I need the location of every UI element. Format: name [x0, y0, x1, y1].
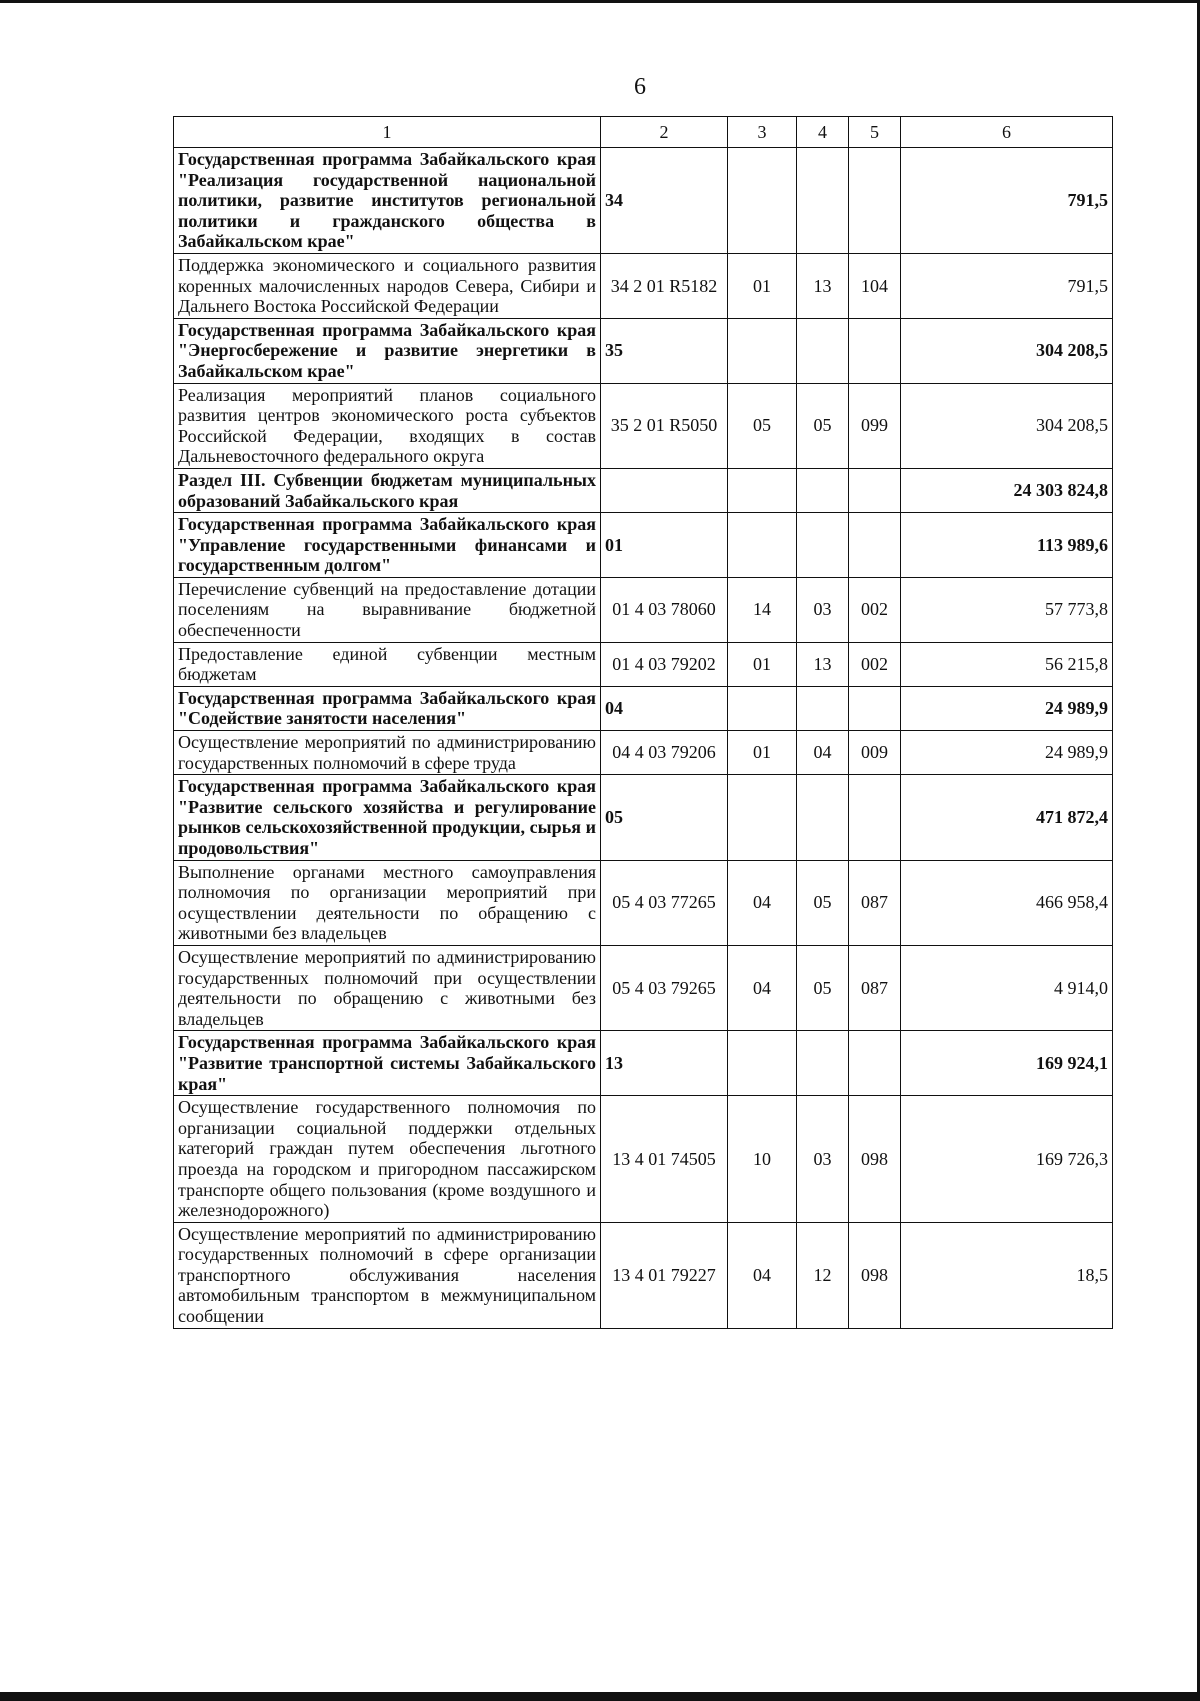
- row-section-cell: 10: [728, 1096, 797, 1223]
- row-section-cell: [728, 468, 797, 512]
- row-expense-type-cell: [849, 775, 901, 860]
- header-cell: 5: [849, 117, 901, 148]
- row-section-cell: [728, 1031, 797, 1096]
- row-code-cell: 13 4 01 74505: [601, 1096, 728, 1223]
- row-name-cell: Государственная программа Забайкальского края "Управление государственными финансами и государственным долгом": [174, 513, 601, 578]
- table-row: [174, 1222, 1113, 1328]
- row-name-cell: Государственная программа Забайкальского края "Энергосбережение и развитие энергетики в Забайкальском крае": [174, 318, 601, 383]
- row-code-cell: 01 4 03 78060: [601, 577, 728, 642]
- row-section-cell: [728, 686, 797, 730]
- row-amount-cell: 57 773,8: [901, 577, 1113, 642]
- row-expense-type-cell: 087: [849, 945, 901, 1030]
- row-section-cell: 01: [728, 253, 797, 318]
- row-section-cell: [728, 775, 797, 860]
- row-name-cell: Раздел III. Субвенции бюджетам муниципальных образований Забайкальского края: [174, 468, 601, 512]
- row-name-cell: Предоставление единой субвенции местным бюджетам: [174, 642, 601, 686]
- row-amount-cell: 304 208,5: [901, 318, 1113, 383]
- row-name-cell: Осуществление мероприятий по администрированию государственных полномочий в сфере организации транспортного обслуживания населения автомобильным транспортом в межмуниципальном сообщении: [174, 1222, 601, 1328]
- row-code-cell: [601, 468, 728, 512]
- row-code-cell: 01 4 03 79202: [601, 642, 728, 686]
- row-code-cell: 04: [601, 686, 728, 730]
- page-number: 6: [634, 74, 646, 100]
- row-code-cell: 04 4 03 79206: [601, 731, 728, 775]
- row-code-cell: 35: [601, 318, 728, 383]
- table-row: [174, 775, 1113, 860]
- row-name-cell: Поддержка экономического и социального развития коренных малочисленных народов Севера, Сибири и Дальнего Востока Российской Федерации: [174, 253, 601, 318]
- table-row: [174, 253, 1113, 318]
- row-expense-type-cell: 009: [849, 731, 901, 775]
- row-name-cell: Выполнение органами местного самоуправления полномочия по организации мероприятий при осуществлении деятельности по обращению с животными без владельцев: [174, 860, 601, 945]
- row-expense-type-cell: 087: [849, 860, 901, 945]
- table-row: [174, 1031, 1113, 1096]
- row-code-cell: 35 2 01 R5050: [601, 383, 728, 468]
- row-amount-cell: 471 872,4: [901, 775, 1113, 860]
- row-expense-type-cell: 098: [849, 1222, 901, 1328]
- table-row: [174, 383, 1113, 468]
- row-code-cell: 13 4 01 79227: [601, 1222, 728, 1328]
- row-section-cell: [728, 513, 797, 578]
- row-name-cell: Осуществление государственного полномочия по организации социальной поддержки отдельных категорий граждан путем обеспечения льготного проезда на городском и пригородном пассажирском транспорте общего пользования (кроме воздушного и железнодорожного): [174, 1096, 601, 1223]
- row-name-cell: Государственная программа Забайкальского края "Развитие транспортной системы Забайкальского края": [174, 1031, 601, 1096]
- table-row: [174, 1096, 1113, 1223]
- row-expense-type-cell: [849, 686, 901, 730]
- row-name-cell: Государственная программа Забайкальского края "Реализация государственной национальной политики, развитие институтов региональной политики и гражданского общества в Забайкальском крае": [174, 148, 601, 254]
- scan-border-bottom: [0, 1692, 1200, 1701]
- row-section-cell: [728, 318, 797, 383]
- row-code-cell: 34: [601, 148, 728, 254]
- row-amount-cell: 18,5: [901, 1222, 1113, 1328]
- table-row: [174, 148, 1113, 254]
- row-amount-cell: 169 924,1: [901, 1031, 1113, 1096]
- row-expense-type-cell: 099: [849, 383, 901, 468]
- row-amount-cell: 791,5: [901, 148, 1113, 254]
- row-section-cell: 05: [728, 383, 797, 468]
- scan-border-top: [0, 0, 1200, 3]
- row-subsection-cell: 05: [797, 945, 849, 1030]
- row-code-cell: 05 4 03 79265: [601, 945, 728, 1030]
- row-name-cell: Реализация мероприятий планов социального развития центров экономического роста субъектов Российской Федерации, входящих в состав Дальневосточного федерального округа: [174, 383, 601, 468]
- row-code-cell: 34 2 01 R5182: [601, 253, 728, 318]
- table-row: [174, 513, 1113, 578]
- table-row: [174, 860, 1113, 945]
- row-subsection-cell: 04: [797, 731, 849, 775]
- row-section-cell: 04: [728, 945, 797, 1030]
- row-amount-cell: 466 958,4: [901, 860, 1113, 945]
- row-expense-type-cell: [849, 318, 901, 383]
- row-code-cell: 05 4 03 77265: [601, 860, 728, 945]
- row-amount-cell: 56 215,8: [901, 642, 1113, 686]
- row-name-cell: Государственная программа Забайкальского края "Содействие занятости населения": [174, 686, 601, 730]
- header-cell: 6: [901, 117, 1113, 148]
- row-amount-cell: 24 989,9: [901, 731, 1113, 775]
- table-row: [174, 642, 1113, 686]
- row-expense-type-cell: [849, 513, 901, 578]
- row-section-cell: 14: [728, 577, 797, 642]
- row-section-cell: 04: [728, 1222, 797, 1328]
- table-header-row: [174, 117, 1113, 148]
- header-cell: 1: [174, 117, 601, 148]
- row-subsection-cell: 05: [797, 860, 849, 945]
- row-subsection-cell: 03: [797, 1096, 849, 1223]
- table-body: [174, 148, 1113, 1329]
- table-row: [174, 577, 1113, 642]
- table-row: [174, 731, 1113, 775]
- row-code-cell: 13: [601, 1031, 728, 1096]
- row-amount-cell: 4 914,0: [901, 945, 1113, 1030]
- row-subsection-cell: 12: [797, 1222, 849, 1328]
- table-row: [174, 945, 1113, 1030]
- row-name-cell: Осуществление мероприятий по администрированию государственных полномочий в сфере труда: [174, 731, 601, 775]
- row-subsection-cell: [797, 148, 849, 254]
- row-expense-type-cell: 104: [849, 253, 901, 318]
- row-code-cell: 01: [601, 513, 728, 578]
- row-name-cell: Осуществление мероприятий по администрированию государственных полномочий при осуществлении деятельности по обращению с животными без владельцев: [174, 945, 601, 1030]
- row-section-cell: 01: [728, 642, 797, 686]
- table-row: [174, 686, 1113, 730]
- row-section-cell: [728, 148, 797, 254]
- row-subsection-cell: [797, 686, 849, 730]
- row-subsection-cell: [797, 1031, 849, 1096]
- header-cell: 4: [797, 117, 849, 148]
- budget-table: [173, 116, 1113, 1329]
- row-expense-type-cell: 002: [849, 577, 901, 642]
- row-expense-type-cell: 098: [849, 1096, 901, 1223]
- header-cell: 2: [601, 117, 728, 148]
- row-amount-cell: 304 208,5: [901, 383, 1113, 468]
- row-amount-cell: 24 303 824,8: [901, 468, 1113, 512]
- row-amount-cell: 791,5: [901, 253, 1113, 318]
- row-subsection-cell: 13: [797, 253, 849, 318]
- row-subsection-cell: 05: [797, 383, 849, 468]
- row-subsection-cell: [797, 513, 849, 578]
- row-subsection-cell: [797, 318, 849, 383]
- row-expense-type-cell: 002: [849, 642, 901, 686]
- row-subsection-cell: [797, 775, 849, 860]
- row-subsection-cell: 13: [797, 642, 849, 686]
- row-section-cell: 04: [728, 860, 797, 945]
- row-amount-cell: 24 989,9: [901, 686, 1113, 730]
- row-section-cell: 01: [728, 731, 797, 775]
- header-cell: 3: [728, 117, 797, 148]
- row-expense-type-cell: [849, 1031, 901, 1096]
- row-code-cell: 05: [601, 775, 728, 860]
- row-amount-cell: 113 989,6: [901, 513, 1113, 578]
- row-subsection-cell: 03: [797, 577, 849, 642]
- table-row: [174, 318, 1113, 383]
- row-name-cell: Перечисление субвенций на предоставление дотации поселениям на выравнивание бюджетной обеспеченности: [174, 577, 601, 642]
- table-row: [174, 468, 1113, 512]
- row-subsection-cell: [797, 468, 849, 512]
- row-amount-cell: 169 726,3: [901, 1096, 1113, 1223]
- row-expense-type-cell: [849, 468, 901, 512]
- row-expense-type-cell: [849, 148, 901, 254]
- row-name-cell: Государственная программа Забайкальского края "Развитие сельского хозяйства и регулирование рынков сельскохозяйственной продукции, сырья и продовольствия": [174, 775, 601, 860]
